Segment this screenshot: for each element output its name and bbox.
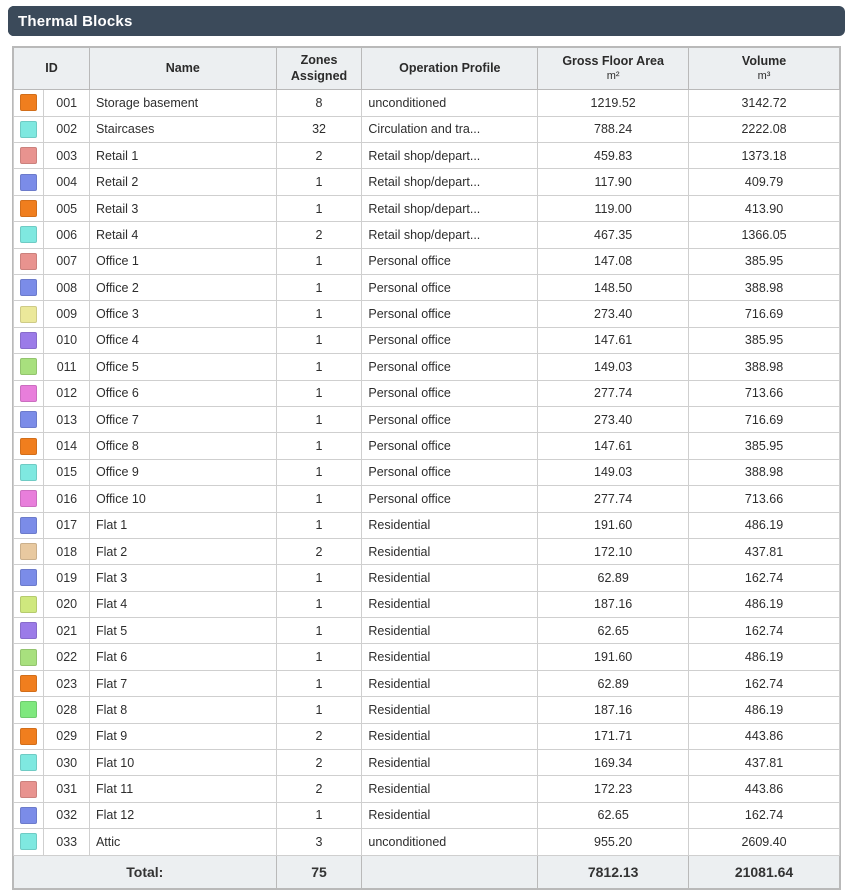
- color-swatch-icon: [20, 728, 37, 745]
- table-row[interactable]: [14, 222, 840, 248]
- cell-profile: Personal office: [362, 301, 538, 327]
- cell-volume: 409.79: [689, 169, 840, 195]
- cell-gross-floor-area: 148.50: [538, 274, 689, 300]
- table-row[interactable]: [14, 143, 840, 169]
- color-swatch-icon: [20, 253, 37, 270]
- cell-id: 009: [44, 301, 90, 327]
- cell-volume: 3142.72: [689, 90, 840, 116]
- total-volume: 21081.64: [689, 855, 840, 888]
- cell-profile: Residential: [362, 565, 538, 591]
- cell-volume: 1373.18: [689, 143, 840, 169]
- cell-gross-floor-area: 169.34: [538, 750, 689, 776]
- cell-profile: Personal office: [362, 459, 538, 485]
- cell-zones: 1: [276, 565, 362, 591]
- cell-name: Flat 11: [89, 776, 276, 802]
- column-header-gfa-unit: m²: [606, 69, 620, 82]
- cell-volume: 486.19: [689, 591, 840, 617]
- cell-gross-floor-area: 1219.52: [538, 90, 689, 116]
- cell-id: 033: [44, 829, 90, 855]
- color-swatch-icon: [20, 569, 37, 586]
- color-swatch-icon: [20, 306, 37, 323]
- table-row[interactable]: [14, 301, 840, 327]
- color-swatch-icon: [20, 807, 37, 824]
- color-swatch-icon: [20, 596, 37, 613]
- row-color-swatch-cell[interactable]: [14, 591, 44, 617]
- cell-profile: Personal office: [362, 274, 538, 300]
- column-header-operation-profile[interactable]: [362, 48, 538, 90]
- table-row[interactable]: [14, 802, 840, 828]
- color-swatch-icon: [20, 517, 37, 534]
- page-title: Thermal Blocks: [18, 12, 133, 30]
- table-row[interactable]: [14, 538, 840, 564]
- row-color-swatch-cell[interactable]: [14, 459, 44, 485]
- column-header-zones-label: Zones Assigned: [290, 53, 348, 83]
- cell-zones: 1: [276, 433, 362, 459]
- cell-id: 001: [44, 90, 90, 116]
- cell-name: Office 5: [89, 354, 276, 380]
- cell-profile: Circulation and tra...: [362, 116, 538, 142]
- cell-name: Office 6: [89, 380, 276, 406]
- cell-zones: 1: [276, 406, 362, 432]
- total-profile-blank: [362, 855, 538, 888]
- row-color-swatch-cell[interactable]: [14, 327, 44, 353]
- cell-gross-floor-area: 172.23: [538, 776, 689, 802]
- cell-profile: Residential: [362, 644, 538, 670]
- color-swatch-icon: [20, 490, 37, 507]
- color-swatch-icon: [20, 675, 37, 692]
- cell-gross-floor-area: 62.65: [538, 618, 689, 644]
- cell-zones: 8: [276, 90, 362, 116]
- table-row[interactable]: [14, 380, 840, 406]
- cell-gross-floor-area: 147.61: [538, 433, 689, 459]
- table-row[interactable]: [14, 565, 840, 591]
- cell-name: Flat 5: [89, 618, 276, 644]
- column-header-gfa-label: Gross Floor Area: [562, 53, 664, 68]
- row-color-swatch-cell[interactable]: [14, 143, 44, 169]
- cell-id: 006: [44, 222, 90, 248]
- cell-profile: Residential: [362, 776, 538, 802]
- row-color-swatch-cell[interactable]: [14, 538, 44, 564]
- table-row[interactable]: [14, 776, 840, 802]
- total-row: [14, 855, 840, 888]
- cell-profile: Personal office: [362, 406, 538, 432]
- row-color-swatch-cell[interactable]: [14, 670, 44, 696]
- table-row[interactable]: [14, 459, 840, 485]
- cell-volume: 413.90: [689, 195, 840, 221]
- cell-id: 029: [44, 723, 90, 749]
- color-swatch-icon: [20, 438, 37, 455]
- cell-gross-floor-area: 147.61: [538, 327, 689, 353]
- cell-gross-floor-area: 191.60: [538, 512, 689, 538]
- cell-volume: 486.19: [689, 512, 840, 538]
- color-swatch-icon: [20, 833, 37, 850]
- cell-volume: 162.74: [689, 670, 840, 696]
- cell-zones: 1: [276, 512, 362, 538]
- cell-volume: 437.81: [689, 750, 840, 776]
- row-color-swatch-cell[interactable]: [14, 512, 44, 538]
- cell-name: Office 10: [89, 486, 276, 512]
- cell-gross-floor-area: 171.71: [538, 723, 689, 749]
- cell-volume: 716.69: [689, 301, 840, 327]
- total-zones: 75: [276, 855, 362, 888]
- cell-zones: 2: [276, 538, 362, 564]
- cell-volume: 162.74: [689, 565, 840, 591]
- column-header-zones-assigned[interactable]: [276, 48, 362, 90]
- cell-name: Flat 9: [89, 723, 276, 749]
- cell-name: Flat 7: [89, 670, 276, 696]
- table-row[interactable]: [14, 354, 840, 380]
- color-swatch-icon: [20, 701, 37, 718]
- cell-volume: 162.74: [689, 802, 840, 828]
- cell-id: 021: [44, 618, 90, 644]
- cell-volume: 443.86: [689, 776, 840, 802]
- cell-volume: 388.98: [689, 459, 840, 485]
- table-body: [14, 90, 840, 855]
- cell-gross-floor-area: 277.74: [538, 486, 689, 512]
- cell-profile: Retail shop/depart...: [362, 169, 538, 195]
- cell-profile: Retail shop/depart...: [362, 195, 538, 221]
- cell-gross-floor-area: 277.74: [538, 380, 689, 406]
- cell-profile: Residential: [362, 591, 538, 617]
- cell-id: 004: [44, 169, 90, 195]
- row-color-swatch-cell[interactable]: [14, 406, 44, 432]
- cell-volume: 713.66: [689, 486, 840, 512]
- column-header-id-label: ID: [45, 60, 58, 75]
- table-row[interactable]: [14, 90, 840, 116]
- cell-name: Retail 1: [89, 143, 276, 169]
- table-row[interactable]: [14, 591, 840, 617]
- table-header: [14, 48, 840, 90]
- cell-gross-floor-area: 273.40: [538, 406, 689, 432]
- cell-name: Flat 8: [89, 697, 276, 723]
- total-gross-floor-area: 7812.13: [538, 855, 689, 888]
- table-row[interactable]: [14, 327, 840, 353]
- cell-id: 032: [44, 802, 90, 828]
- cell-name: Office 3: [89, 301, 276, 327]
- column-header-volume-label: Volume: [741, 53, 787, 68]
- cell-zones: 1: [276, 327, 362, 353]
- row-color-swatch-cell[interactable]: [14, 116, 44, 142]
- cell-name: Storage basement: [89, 90, 276, 116]
- cell-id: 022: [44, 644, 90, 670]
- row-color-swatch-cell[interactable]: [14, 90, 44, 116]
- color-swatch-icon: [20, 781, 37, 798]
- cell-zones: 1: [276, 670, 362, 696]
- cell-profile: Personal office: [362, 354, 538, 380]
- color-swatch-icon: [20, 279, 37, 296]
- cell-zones: 2: [276, 750, 362, 776]
- cell-profile: Residential: [362, 697, 538, 723]
- cell-volume: 713.66: [689, 380, 840, 406]
- cell-zones: 1: [276, 591, 362, 617]
- cell-gross-floor-area: 187.16: [538, 697, 689, 723]
- cell-volume: 1366.05: [689, 222, 840, 248]
- cell-profile: Residential: [362, 802, 538, 828]
- cell-profile: Retail shop/depart...: [362, 143, 538, 169]
- row-color-swatch-cell[interactable]: [14, 380, 44, 406]
- cell-zones: 1: [276, 380, 362, 406]
- table-row[interactable]: [14, 486, 840, 512]
- cell-id: 031: [44, 776, 90, 802]
- color-swatch-icon: [20, 174, 37, 191]
- row-color-swatch-cell[interactable]: [14, 644, 44, 670]
- thermal-blocks-table: [13, 47, 840, 889]
- cell-id: 015: [44, 459, 90, 485]
- table-row[interactable]: [14, 274, 840, 300]
- row-color-swatch-cell[interactable]: [14, 301, 44, 327]
- cell-id: 028: [44, 697, 90, 723]
- cell-gross-floor-area: 62.89: [538, 670, 689, 696]
- panel-titlebar: [8, 6, 845, 36]
- cell-gross-floor-area: 172.10: [538, 538, 689, 564]
- row-color-swatch-cell[interactable]: [14, 802, 44, 828]
- cell-id: 014: [44, 433, 90, 459]
- cell-zones: 2: [276, 776, 362, 802]
- cell-gross-floor-area: 459.83: [538, 143, 689, 169]
- cell-gross-floor-area: 955.20: [538, 829, 689, 855]
- cell-name: Office 1: [89, 248, 276, 274]
- cell-gross-floor-area: 191.60: [538, 644, 689, 670]
- row-color-swatch-cell[interactable]: [14, 618, 44, 644]
- color-swatch-icon: [20, 385, 37, 402]
- cell-name: Attic: [89, 829, 276, 855]
- table-row[interactable]: [14, 169, 840, 195]
- table-row[interactable]: [14, 829, 840, 855]
- color-swatch-icon: [20, 754, 37, 771]
- table-row[interactable]: [14, 433, 840, 459]
- cell-zones: 1: [276, 697, 362, 723]
- color-swatch-icon: [20, 332, 37, 349]
- color-swatch-icon: [20, 147, 37, 164]
- cell-gross-floor-area: 187.16: [538, 591, 689, 617]
- cell-profile: unconditioned: [362, 90, 538, 116]
- cell-id: 016: [44, 486, 90, 512]
- cell-gross-floor-area: 117.90: [538, 169, 689, 195]
- cell-id: 020: [44, 591, 90, 617]
- column-header-profile-label: Operation Profile: [399, 60, 501, 75]
- color-swatch-icon: [20, 543, 37, 560]
- cell-gross-floor-area: 62.65: [538, 802, 689, 828]
- column-header-volume[interactable]: [689, 48, 840, 90]
- table-row[interactable]: [14, 644, 840, 670]
- color-swatch-icon: [20, 358, 37, 375]
- table-row[interactable]: [14, 195, 840, 221]
- cell-profile: Personal office: [362, 327, 538, 353]
- cell-name: Office 9: [89, 459, 276, 485]
- table-header-row: [14, 48, 840, 90]
- color-swatch-icon: [20, 226, 37, 243]
- table-row[interactable]: [14, 406, 840, 432]
- cell-name: Office 8: [89, 433, 276, 459]
- cell-volume: 486.19: [689, 697, 840, 723]
- cell-volume: 385.95: [689, 433, 840, 459]
- row-color-swatch-cell[interactable]: [14, 222, 44, 248]
- cell-volume: 388.98: [689, 274, 840, 300]
- table-footer: [14, 855, 840, 888]
- cell-profile: Personal office: [362, 380, 538, 406]
- cell-gross-floor-area: 149.03: [538, 459, 689, 485]
- cell-profile: Residential: [362, 670, 538, 696]
- cell-profile: Residential: [362, 538, 538, 564]
- cell-name: Retail 3: [89, 195, 276, 221]
- cell-name: Flat 12: [89, 802, 276, 828]
- cell-name: Staircases: [89, 116, 276, 142]
- cell-id: 019: [44, 565, 90, 591]
- cell-zones: 32: [276, 116, 362, 142]
- cell-gross-floor-area: 147.08: [538, 248, 689, 274]
- row-color-swatch-cell[interactable]: [14, 750, 44, 776]
- cell-id: 010: [44, 327, 90, 353]
- row-color-swatch-cell[interactable]: [14, 274, 44, 300]
- cell-id: 003: [44, 143, 90, 169]
- cell-id: 030: [44, 750, 90, 776]
- table-row[interactable]: [14, 248, 840, 274]
- column-header-gross-floor-area[interactable]: [538, 48, 689, 90]
- column-header-name[interactable]: [89, 48, 276, 90]
- cell-name: Flat 6: [89, 644, 276, 670]
- cell-volume: 388.98: [689, 354, 840, 380]
- cell-profile: Personal office: [362, 486, 538, 512]
- cell-id: 005: [44, 195, 90, 221]
- row-color-swatch-cell[interactable]: [14, 565, 44, 591]
- row-color-swatch-cell[interactable]: [14, 486, 44, 512]
- row-color-swatch-cell[interactable]: [14, 354, 44, 380]
- cell-id: 013: [44, 406, 90, 432]
- cell-gross-floor-area: 119.00: [538, 195, 689, 221]
- column-header-volume-unit: m³: [757, 69, 771, 82]
- cell-zones: 1: [276, 486, 362, 512]
- cell-name: Flat 3: [89, 565, 276, 591]
- cell-profile: Residential: [362, 512, 538, 538]
- row-color-swatch-cell[interactable]: [14, 723, 44, 749]
- cell-zones: 1: [276, 644, 362, 670]
- cell-name: Flat 2: [89, 538, 276, 564]
- table-row[interactable]: [14, 750, 840, 776]
- color-swatch-icon: [20, 649, 37, 666]
- column-header-name-label: Name: [165, 60, 200, 75]
- cell-id: 002: [44, 116, 90, 142]
- cell-id: 012: [44, 380, 90, 406]
- cell-profile: Retail shop/depart...: [362, 222, 538, 248]
- row-color-swatch-cell[interactable]: [14, 195, 44, 221]
- cell-volume: 2222.08: [689, 116, 840, 142]
- cell-volume: 437.81: [689, 538, 840, 564]
- cell-name: Office 2: [89, 274, 276, 300]
- table-row[interactable]: [14, 512, 840, 538]
- cell-zones: 1: [276, 354, 362, 380]
- table-row[interactable]: [14, 697, 840, 723]
- cell-name: Flat 4: [89, 591, 276, 617]
- color-swatch-icon: [20, 200, 37, 217]
- cell-id: 011: [44, 354, 90, 380]
- cell-id: 017: [44, 512, 90, 538]
- cell-name: Flat 1: [89, 512, 276, 538]
- color-swatch-icon: [20, 94, 37, 111]
- cell-zones: 1: [276, 274, 362, 300]
- row-color-swatch-cell[interactable]: [14, 433, 44, 459]
- row-color-swatch-cell[interactable]: [14, 248, 44, 274]
- total-label: Total:: [14, 855, 277, 888]
- cell-volume: 486.19: [689, 644, 840, 670]
- cell-volume: 2609.40: [689, 829, 840, 855]
- table-row[interactable]: [14, 618, 840, 644]
- cell-volume: 716.69: [689, 406, 840, 432]
- cell-profile: Personal office: [362, 433, 538, 459]
- row-color-swatch-cell[interactable]: [14, 776, 44, 802]
- cell-profile: Residential: [362, 618, 538, 644]
- row-color-swatch-cell[interactable]: [14, 829, 44, 855]
- color-swatch-icon: [20, 121, 37, 138]
- cell-zones: 2: [276, 222, 362, 248]
- cell-gross-floor-area: 788.24: [538, 116, 689, 142]
- cell-name: Office 7: [89, 406, 276, 432]
- cell-profile: Residential: [362, 750, 538, 776]
- cell-zones: 1: [276, 248, 362, 274]
- cell-gross-floor-area: 273.40: [538, 301, 689, 327]
- cell-profile: Residential: [362, 723, 538, 749]
- table-row[interactable]: [14, 670, 840, 696]
- cell-id: 018: [44, 538, 90, 564]
- row-color-swatch-cell[interactable]: [14, 697, 44, 723]
- cell-profile: Personal office: [362, 248, 538, 274]
- cell-zones: 1: [276, 618, 362, 644]
- color-swatch-icon: [20, 622, 37, 639]
- color-swatch-icon: [20, 464, 37, 481]
- cell-zones: 1: [276, 195, 362, 221]
- cell-zones: 2: [276, 723, 362, 749]
- cell-zones: 1: [276, 459, 362, 485]
- cell-volume: 385.95: [689, 327, 840, 353]
- row-color-swatch-cell[interactable]: [14, 169, 44, 195]
- table-row[interactable]: [14, 723, 840, 749]
- cell-id: 023: [44, 670, 90, 696]
- cell-name: Retail 4: [89, 222, 276, 248]
- cell-name: Flat 10: [89, 750, 276, 776]
- cell-id: 007: [44, 248, 90, 274]
- cell-id: 008: [44, 274, 90, 300]
- cell-zones: 1: [276, 802, 362, 828]
- cell-volume: 162.74: [689, 618, 840, 644]
- cell-profile: unconditioned: [362, 829, 538, 855]
- color-swatch-icon: [20, 411, 37, 428]
- cell-gross-floor-area: 62.89: [538, 565, 689, 591]
- cell-name: Office 4: [89, 327, 276, 353]
- cell-volume: 443.86: [689, 723, 840, 749]
- cell-gross-floor-area: 467.35: [538, 222, 689, 248]
- cell-zones: 2: [276, 143, 362, 169]
- cell-zones: 1: [276, 301, 362, 327]
- cell-volume: 385.95: [689, 248, 840, 274]
- thermal-blocks-table-container: [12, 46, 841, 890]
- cell-zones: 3: [276, 829, 362, 855]
- cell-zones: 1: [276, 169, 362, 195]
- cell-name: Retail 2: [89, 169, 276, 195]
- cell-gross-floor-area: 149.03: [538, 354, 689, 380]
- column-header-id[interactable]: [14, 48, 90, 90]
- table-row[interactable]: [14, 116, 840, 142]
